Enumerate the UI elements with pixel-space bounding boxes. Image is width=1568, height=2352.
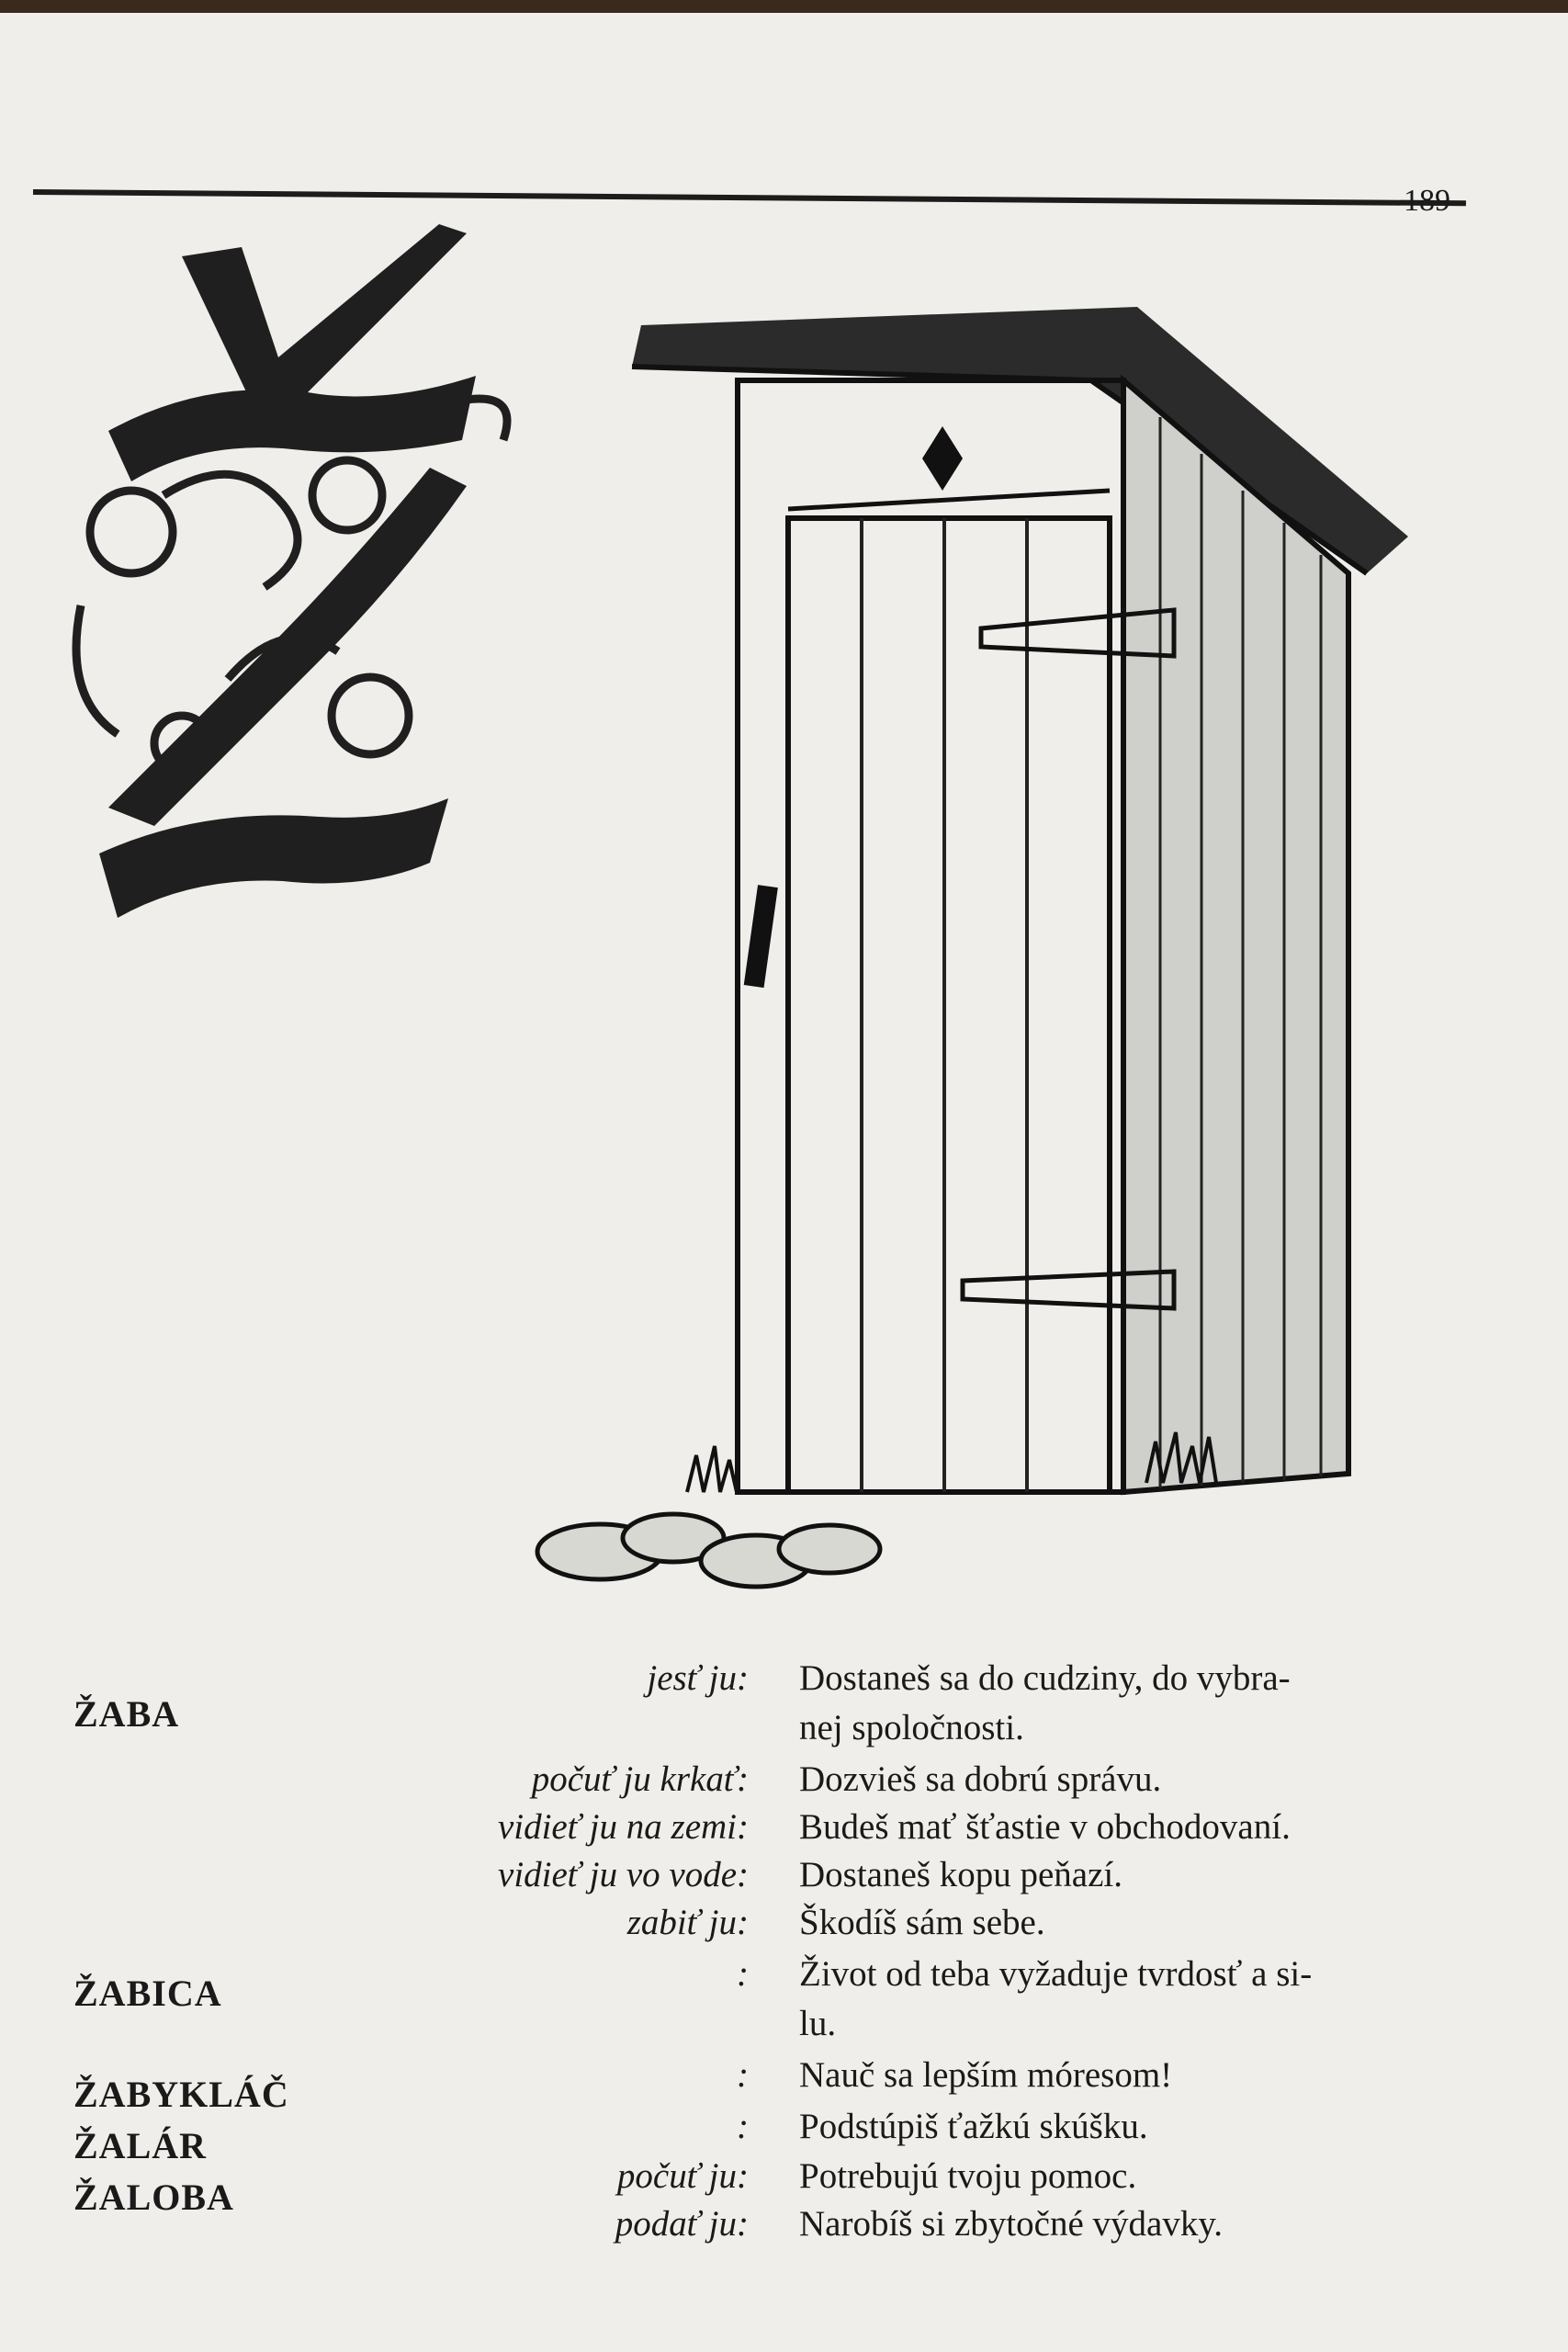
entry-row [0, 1902, 1568, 1946]
condition: počuť ju krkať: [531, 1759, 749, 1799]
entry-row [0, 2155, 1568, 2218]
condition: vidieť ju vo vode: [498, 1855, 749, 1894]
condition: jesť ju: [647, 1658, 749, 1698]
meaning: Potrebujú tvoju pomoc. [799, 2156, 1137, 2196]
entry-row-continuation [0, 2003, 1568, 2047]
headword: ŽABYKLÁČ [73, 2074, 289, 2115]
entry-row [0, 2203, 1568, 2247]
condition: : [737, 2055, 749, 2095]
meaning: Dostaneš sa do cudziny, do vybra- [799, 1658, 1291, 1698]
condition: vidieť ju na zemi: [497, 1807, 749, 1847]
condition: podať ju: [615, 2204, 749, 2244]
outhouse-illustration [503, 298, 1459, 1621]
meaning: Život od teba vyžaduje tvrdosť a si- [799, 1954, 1313, 1994]
condition: počuť ju: [616, 2156, 749, 2196]
entry-row [0, 2106, 1568, 2166]
condition: zabiť ju: [626, 1903, 749, 1942]
meaning: Nauč sa lepším móresom! [799, 2055, 1173, 2095]
meaning-continuation: nej spoločnosti. [799, 1708, 1024, 1747]
meaning-continuation: lu. [799, 2004, 837, 2043]
entry-row-continuation [0, 1707, 1568, 1751]
book-page [0, 13, 1568, 2352]
entry-row [0, 2054, 1568, 2115]
headword: ŽABICA [73, 1973, 222, 2014]
decorative-initial-z-icon [44, 220, 522, 955]
condition: : [737, 1954, 749, 1994]
entry-row [0, 1806, 1568, 1850]
meaning: Dozvieš sa dobrú správu. [799, 1759, 1162, 1799]
meaning: Škodíš sám sebe. [799, 1903, 1045, 1942]
meaning: Budeš mať šťastie v obchodovaní. [799, 1807, 1291, 1847]
meaning: Narobíš si zbytočné výdavky. [799, 2204, 1224, 2244]
meaning: Podstúpiš ťažkú skúšku. [799, 2107, 1148, 2146]
page-number: 189 [1404, 184, 1450, 218]
meaning: Dostaneš kopu peňazí. [799, 1855, 1122, 1894]
entry-row [0, 1758, 1568, 1803]
headword: ŽALOBA [73, 2177, 234, 2218]
headword: ŽALÁR [73, 2125, 208, 2166]
header-rule [33, 189, 1466, 206]
condition: : [737, 2107, 749, 2146]
entry-row [0, 1854, 1568, 1898]
entry-row [0, 1953, 1568, 2014]
headword: ŽABA [73, 1693, 180, 1735]
